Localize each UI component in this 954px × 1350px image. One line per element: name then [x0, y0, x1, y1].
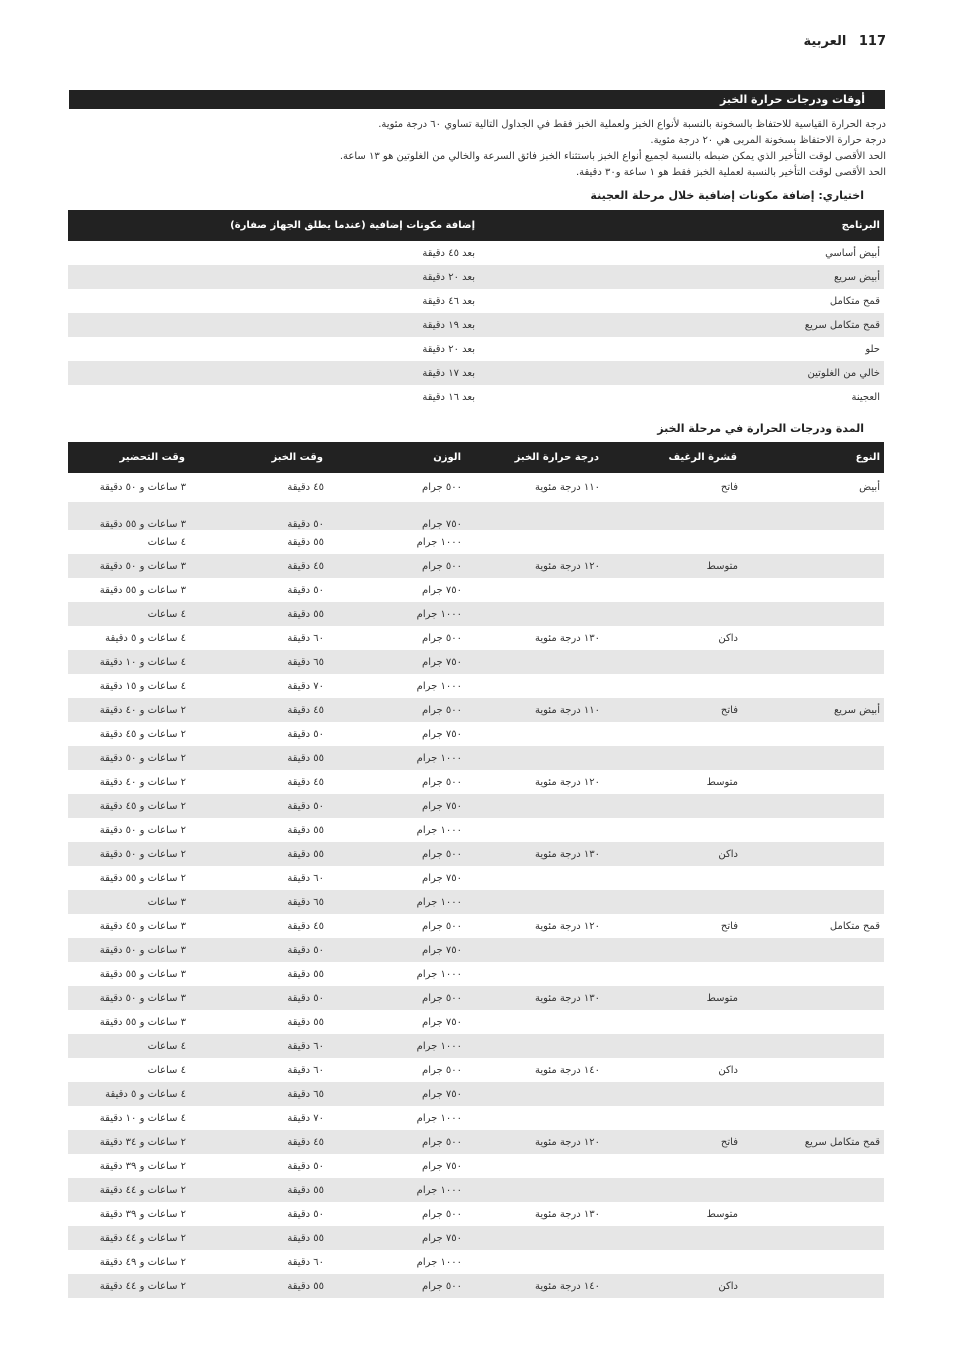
- cell-type: [738, 1226, 884, 1250]
- cell-additions: بعد ٢٠ دقيقة: [422, 343, 475, 355]
- cell-prep-time: ٤ ساعات: [68, 602, 186, 626]
- cell-baking-time: ٤٥ دقيقة: [287, 482, 324, 493]
- cell-prep-time: ٢ ساعات و ٥٥ دقيقة: [99, 872, 186, 884]
- cell-temperature: ١٤٠ درجة مئوية: [535, 1064, 600, 1076]
- table-header-row: [68, 442, 884, 473]
- cell-weight: ١٠٠٠ جرام: [324, 1034, 462, 1058]
- cell-baking-time: ٦٠ دقيقة: [287, 632, 324, 644]
- cell-prep-time: ٢ ساعات و ٤٤ دقيقة: [68, 1178, 186, 1202]
- table-row: [68, 1274, 884, 1298]
- cell-prep-time: ٢ ساعات و ٣٩ دقيقة: [99, 1160, 186, 1172]
- cell-type: [738, 1106, 884, 1130]
- cell-crust: [600, 938, 738, 962]
- cell-weight: ٧٥٠ جرام: [422, 872, 462, 884]
- cell-weight: ١٠٠٠ جرام: [416, 968, 462, 980]
- cell-type: [738, 1034, 884, 1058]
- cell-prep-time: ٣ ساعات و ٥٠ دقيقة: [99, 482, 186, 493]
- cell-temperature: [462, 1178, 600, 1202]
- column-header-crust: قشرة الرغيف: [600, 442, 738, 473]
- cell-temperature: ١١٠ درجة مئوية: [462, 698, 600, 722]
- table-row: [68, 1130, 884, 1154]
- cell-crust: [600, 866, 738, 890]
- cell-weight: ٥٠٠ جرام: [422, 776, 462, 788]
- cell-prep-time: ٤ ساعات و ١٠ دقيقة: [99, 1112, 186, 1124]
- cell-prep-time: ٢ ساعات و ٥٠ دقيقة: [68, 842, 186, 866]
- cell-type: [738, 650, 884, 674]
- cell-prep-time: ٢ ساعات و ٤٥ دقيقة: [68, 794, 186, 818]
- cell-crust: متوسط: [600, 986, 738, 1010]
- cell-prep-time: ٤ ساعات و ٥ دقيقة: [105, 632, 186, 644]
- cell-baking-time: ٥٥ دقيقة: [186, 602, 324, 626]
- cell-prep-time: ٤ ساعات و ١٠ دقيقة: [68, 650, 186, 674]
- cell-crust: [600, 602, 738, 626]
- cell-crust: [600, 1106, 738, 1130]
- cell-temperature: ١٢٠ درجة مئوية: [535, 920, 600, 932]
- table-row: [68, 1010, 884, 1034]
- table-row: [68, 554, 884, 578]
- cell-weight: ١٠٠٠ جرام: [324, 890, 462, 914]
- table-row: [68, 313, 884, 337]
- cell-temperature: [462, 794, 600, 818]
- cell-prep-time: ٢ ساعات و ٤٥ دقيقة: [99, 728, 186, 740]
- cell-type: [738, 986, 884, 1010]
- cell-prep-time: ٢ ساعات و ٥٠ دقيقة: [99, 824, 186, 836]
- cell-temperature: [462, 962, 600, 986]
- cell-weight: ٥٠٠ جرام: [324, 698, 462, 722]
- cell-temperature: ١٣٠ درجة مئوية: [462, 842, 600, 866]
- cell-baking-time: ٦٠ دقيقة: [287, 1064, 324, 1076]
- cell-type: [738, 842, 884, 866]
- cell-type: [738, 602, 884, 626]
- cell-additions: بعد ١٦ دقيقة: [422, 391, 475, 403]
- cell-temperature: [462, 1154, 600, 1178]
- cell-type: [738, 502, 884, 530]
- table-row: [68, 938, 884, 962]
- table-row: [68, 626, 884, 650]
- cell-crust: [600, 1034, 738, 1058]
- cell-type: [738, 578, 884, 602]
- cell-weight: ١٠٠٠ جرام: [416, 1112, 462, 1124]
- table-row: [68, 650, 884, 674]
- cell-temperature: [462, 1250, 600, 1274]
- column-header-additions: إضافة مكونات إضافية (عندما يطلق الجهاز صفارة): [68, 210, 475, 241]
- table-row: [68, 722, 884, 746]
- table-row: [68, 265, 884, 289]
- cell-weight: ٥٠٠ جرام: [422, 920, 462, 932]
- table-row: [68, 1034, 884, 1058]
- cell-additions: بعد ٤٦ دقيقة: [422, 295, 475, 307]
- column-header-temperature: درجة حرارة الخبز: [462, 442, 600, 473]
- column-header-type: النوع: [738, 442, 884, 473]
- cell-type: [738, 1202, 884, 1226]
- cell-baking-time: ٦٥ دقيقة: [186, 650, 324, 674]
- cell-prep-time: ٢ ساعات و ٤٤ دقيقة: [68, 1226, 186, 1250]
- cell-type: [738, 674, 884, 698]
- cell-crust: [600, 1082, 738, 1106]
- cell-additions: بعد ٢٠ دقيقة: [68, 265, 475, 289]
- cell-temperature: [462, 650, 600, 674]
- cell-weight: ٧٥٠ جرام: [422, 1160, 462, 1172]
- cell-weight: ٧٥٠ جرام: [324, 1226, 462, 1250]
- cell-program: العجينة: [851, 391, 880, 403]
- cell-prep-time: ٣ ساعات و ٥٠ دقيقة: [68, 938, 186, 962]
- cell-prep-time: ٤ ساعات و ١٥ دقيقة: [99, 680, 186, 692]
- cell-crust: [600, 1226, 738, 1250]
- cell-type: [738, 554, 884, 578]
- table-row: [68, 770, 884, 794]
- cell-crust: فاتح: [600, 1130, 738, 1154]
- cell-baking-time: ٥٠ دقيقة: [287, 1208, 324, 1220]
- table-row: [68, 818, 884, 842]
- cell-weight: ٧٥٠ جرام: [324, 1082, 462, 1106]
- column-header-weight: الوزن: [324, 442, 462, 473]
- cell-weight: ٥٠٠ جرام: [324, 986, 462, 1010]
- cell-weight: ٧٥٠ جرام: [324, 938, 462, 962]
- table-row: [68, 1250, 884, 1274]
- cell-weight: ١٠٠٠ جرام: [416, 680, 462, 692]
- table-row: [68, 578, 884, 602]
- cell-additions: بعد ٤٥ دقيقة: [422, 247, 475, 259]
- cell-weight: ٥٠٠ جرام: [422, 1208, 462, 1220]
- cell-baking-time: ٦٠ دقيقة: [186, 1034, 324, 1058]
- cell-temperature: [462, 1106, 600, 1130]
- cell-type: [738, 1058, 884, 1082]
- table-row: [68, 602, 884, 626]
- cell-temperature: [462, 722, 600, 746]
- cell-temperature: [462, 746, 600, 770]
- table-header-row: [68, 210, 884, 241]
- table-row: [68, 1058, 884, 1082]
- table-row: [68, 890, 884, 914]
- cell-baking-time: ٤٥ دقيقة: [287, 920, 324, 932]
- cell-weight: ٧٥٠ جرام: [422, 1016, 462, 1028]
- cell-crust: [600, 794, 738, 818]
- cell-crust: متوسط: [706, 1208, 738, 1220]
- cell-baking-time: ٥٠ دقيقة: [287, 1160, 324, 1172]
- cell-baking-time: ٥٥ دقيقة: [186, 746, 324, 770]
- cell-temperature: [462, 578, 600, 602]
- cell-baking-time: ٥٥ دقيقة: [287, 824, 324, 836]
- cell-baking-time: ٤٥ دقيقة: [186, 1130, 324, 1154]
- cell-prep-time: ٢ ساعات و ٣٩ دقيقة: [99, 1208, 186, 1220]
- cell-type: [738, 818, 884, 842]
- cell-prep-time: ٣ ساعات: [68, 890, 186, 914]
- cell-prep-time: ٢ ساعات و ٥٠ دقيقة: [68, 746, 186, 770]
- cell-temperature: ١١٠ درجة مئوية: [535, 482, 600, 493]
- cell-crust: [600, 1250, 738, 1274]
- cell-type: قمح متكامل: [829, 920, 880, 932]
- cell-temperature: [462, 938, 600, 962]
- cell-baking-time: ٤٥ دقيقة: [287, 776, 324, 788]
- cell-crust: [600, 674, 738, 698]
- cell-baking-time: ٦٥ دقيقة: [186, 890, 324, 914]
- cell-type: [738, 770, 884, 794]
- table-row: [68, 1202, 884, 1226]
- cell-crust: [600, 530, 738, 554]
- cell-baking-time: ٥٥ دقيقة: [287, 1016, 324, 1028]
- cell-program: أبيض أساسي: [825, 247, 880, 259]
- intro-line: درجة حرارة الاحتفاظ بسخونة المربى هي ٢٠ درجة مئوية.: [650, 135, 886, 146]
- cell-baking-time: ٦٠ دقيقة: [287, 872, 324, 884]
- cell-program: قمح متكامل سريع: [475, 313, 884, 337]
- table-row: [68, 361, 884, 385]
- cell-crust: داكن: [718, 632, 738, 644]
- cell-crust: داكن: [600, 842, 738, 866]
- cell-crust: [600, 502, 738, 530]
- cell-type: [738, 1010, 884, 1034]
- cell-type: أبيض: [859, 482, 880, 493]
- cell-weight: ١٠٠٠ جرام: [324, 602, 462, 626]
- cell-type: [738, 530, 884, 554]
- cell-weight: ٥٠٠ جرام: [324, 842, 462, 866]
- cell-prep-time: ٢ ساعات و ٤٠ دقيقة: [68, 698, 186, 722]
- table-row: [68, 241, 884, 265]
- column-header-program: البرنامج: [475, 210, 884, 241]
- cell-temperature: [462, 866, 600, 890]
- cell-temperature: [462, 674, 600, 698]
- cell-crust: داكن: [600, 1274, 738, 1298]
- cell-baking-time: ٤٥ دقيقة: [186, 698, 324, 722]
- cell-prep-time: ٢ ساعات و ٤٩ دقيقة: [99, 1256, 186, 1268]
- cell-prep-time: ٣ ساعات و ٥٥ دقيقة: [99, 584, 186, 596]
- cell-program: حلو: [865, 343, 880, 355]
- cell-prep-time: ٤ ساعات: [147, 1064, 186, 1076]
- cell-type: قمح متكامل سريع: [738, 1130, 884, 1154]
- cell-crust: داكن: [718, 1064, 738, 1076]
- cell-type: [738, 794, 884, 818]
- cell-temperature: ١٢٠ درجة مئوية: [535, 776, 600, 788]
- table-row: [68, 962, 884, 986]
- cell-additions: بعد ١٧ دقيقة: [68, 361, 475, 385]
- table-row: [68, 502, 884, 530]
- cell-baking-time: ٥٠ دقيقة: [287, 728, 324, 740]
- cell-baking-time: ٥٥ دقيقة: [186, 1274, 324, 1298]
- intro-line: درجة الحرارة القياسية للاحتفاظ بالسخونة بالنسبة لأنواع الخبز ولعملية الخبز فقط في الجداول التالية تساوي ٦٠ درجة مئوية.: [378, 119, 886, 130]
- cell-crust: [600, 746, 738, 770]
- cell-program: قمح متكامل: [829, 295, 880, 307]
- cell-weight: ٥٠٠ جرام: [422, 632, 462, 644]
- cell-baking-time: ٥٠ دقيقة: [287, 584, 324, 596]
- cell-baking-time: ٥٠ دقيقة: [186, 502, 324, 530]
- cell-temperature: [462, 502, 600, 530]
- cell-program: خالي من الغلوتين: [475, 361, 884, 385]
- cell-prep-time: ٣ ساعات و ٥٥ دقيقة: [99, 968, 186, 980]
- column-header-prep-time: وقت التحضير: [68, 442, 186, 473]
- cell-type: [738, 626, 884, 650]
- cell-prep-time: ٢ ساعات و ٣٤ دقيقة: [68, 1130, 186, 1154]
- cell-temperature: [462, 1034, 600, 1058]
- cell-baking-time: ٥٥ دقيقة: [186, 1226, 324, 1250]
- table-row: [68, 1106, 884, 1130]
- cell-baking-time: ٥٠ دقيقة: [186, 794, 324, 818]
- cell-baking-time: ٥٥ دقيقة: [287, 536, 324, 548]
- cell-type: [738, 1274, 884, 1298]
- cell-type: [738, 890, 884, 914]
- cell-baking-time: ٧٠ دقيقة: [287, 680, 324, 692]
- cell-weight: ١٠٠٠ جرام: [324, 746, 462, 770]
- cell-crust: [600, 962, 738, 986]
- cell-weight: ١٠٠٠ جرام: [416, 1256, 462, 1268]
- cell-crust: [600, 578, 738, 602]
- cell-weight: ٥٠٠ جرام: [422, 1064, 462, 1076]
- cell-additions: بعد ١٩ دقيقة: [68, 313, 475, 337]
- cell-crust: فاتح: [720, 482, 738, 493]
- cell-temperature: ١٣٠ درجة مئوية: [535, 632, 600, 644]
- table-row: [68, 1178, 884, 1202]
- cell-temperature: [462, 1010, 600, 1034]
- table-row: [68, 289, 884, 313]
- cell-weight: ٥٠٠ جرام: [324, 1274, 462, 1298]
- table-row: [68, 674, 884, 698]
- cell-type: [738, 1082, 884, 1106]
- cell-temperature: [462, 890, 600, 914]
- cell-crust: متوسط: [706, 776, 738, 788]
- cell-type: [738, 746, 884, 770]
- cell-temperature: [462, 530, 600, 554]
- cell-baking-time: ٤٥ دقيقة: [186, 554, 324, 578]
- cell-type: [738, 1178, 884, 1202]
- table-row: [68, 842, 884, 866]
- cell-baking-time: ٥٥ دقيقة: [186, 842, 324, 866]
- table-row: [68, 986, 884, 1010]
- table-row: [68, 1226, 884, 1250]
- page-number: 117: [858, 34, 886, 49]
- table-row: [68, 746, 884, 770]
- cell-weight: ٧٥٠ جرام: [422, 728, 462, 740]
- cell-weight: ٥٠٠ جرام: [324, 1130, 462, 1154]
- cell-prep-time: ٢ ساعات و ٤٠ دقيقة: [99, 776, 186, 788]
- cell-crust: [600, 890, 738, 914]
- table-row: [68, 698, 884, 722]
- cell-type: [738, 1154, 884, 1178]
- cell-baking-time: ٥٠ دقيقة: [186, 938, 324, 962]
- table-row: [68, 1082, 884, 1106]
- cell-temperature: ١٣٠ درجة مئوية: [462, 986, 600, 1010]
- cell-prep-time: ٢ ساعات و ٤٤ دقيقة: [68, 1274, 186, 1298]
- cell-prep-time: ٣ ساعات و ٥٥ دقيقة: [99, 1016, 186, 1028]
- intro-line: الحد الأقصى لوقت التأخير الذي يمكن ضبطه بالنسبة لجميع أنواع الخبز باستثناء الخبز فائق السرعة والخالي من الغلوتين هو ١٣ ساعة.: [339, 151, 886, 162]
- intro-notes: [126, 117, 886, 181]
- cell-weight: ١٠٠٠ جرام: [416, 824, 462, 836]
- cell-temperature: ١٢٠ درجة مئوية: [462, 1130, 600, 1154]
- cell-crust: [600, 1178, 738, 1202]
- cell-baking-time: ٧٠ دقيقة: [287, 1112, 324, 1124]
- cell-temperature: ١٤٠ درجة مئوية: [462, 1274, 600, 1298]
- cell-type: [738, 722, 884, 746]
- cell-crust: فاتح: [600, 698, 738, 722]
- cell-weight: ١٠٠٠ جرام: [324, 1178, 462, 1202]
- cell-baking-time: ٥٥ دقيقة: [287, 968, 324, 980]
- table-row: [68, 914, 884, 938]
- cell-type: أبيض سريع: [738, 698, 884, 722]
- cell-weight: ٥٠٠ جرام: [422, 482, 462, 493]
- table-row: [68, 530, 884, 554]
- cell-program: أبيض سريع: [475, 265, 884, 289]
- cell-temperature: [462, 1226, 600, 1250]
- cell-prep-time: ٣ ساعات و ٥٠ دقيقة: [68, 986, 186, 1010]
- intro-line: الحد الأقصى لوقت التأخير بالنسبة لعملية الخبز فقط هو ١ ساعة و٣٠ دقيقة.: [575, 167, 886, 178]
- table-row: [68, 866, 884, 890]
- cell-prep-time: ٤ ساعات و ٥ دقيقة: [68, 1082, 186, 1106]
- cell-temperature: [462, 818, 600, 842]
- cell-weight: ٧٥٠ جرام: [324, 650, 462, 674]
- page-language: العربية: [803, 34, 847, 49]
- table-row: [68, 385, 884, 409]
- cell-baking-time: ٥٠ دقيقة: [186, 986, 324, 1010]
- cell-crust: فاتح: [720, 920, 738, 932]
- cell-temperature: ١٣٠ درجة مئوية: [535, 1208, 600, 1220]
- cell-weight: ١٠٠٠ جرام: [416, 536, 462, 548]
- table-row: [68, 1154, 884, 1178]
- ingredients-table: [68, 210, 884, 409]
- cell-baking-time: ٦٠ دقيقة: [287, 1256, 324, 1268]
- cell-type: [738, 962, 884, 986]
- column-header-baking-time: وقت الخبز: [186, 442, 324, 473]
- page-header: [68, 34, 886, 49]
- cell-crust: [600, 650, 738, 674]
- table-row: [68, 794, 884, 818]
- cell-temperature: ١٢٠ درجة مئوية: [462, 554, 600, 578]
- cell-prep-time: ٤ ساعات: [147, 536, 186, 548]
- ingredients-heading: اختياري: إضافة مكونات إضافية خلال مرحلة العجينة: [590, 189, 864, 202]
- cell-weight: ٧٥٠ جرام: [422, 584, 462, 596]
- table-row: [68, 337, 884, 361]
- cell-crust: [600, 1154, 738, 1178]
- cell-prep-time: ٣ ساعات و ٥٥ دقيقة: [68, 502, 186, 530]
- cell-crust: [600, 722, 738, 746]
- cell-prep-time: ٤ ساعات: [68, 1034, 186, 1058]
- cell-type: [738, 1250, 884, 1274]
- cell-type: [738, 866, 884, 890]
- table-row: [68, 473, 884, 502]
- cell-weight: ٥٠٠ جرام: [324, 554, 462, 578]
- cell-weight: ٧٥٠ جرام: [324, 502, 462, 530]
- cell-baking-time: ٥٥ دقيقة: [186, 1178, 324, 1202]
- cell-crust: [600, 1010, 738, 1034]
- cell-baking-time: ٦٥ دقيقة: [186, 1082, 324, 1106]
- section-title: أوقات ودرجات حرارة الخبز: [69, 90, 885, 109]
- cell-prep-time: ٣ ساعات و ٥٠ دقيقة: [68, 554, 186, 578]
- cell-prep-time: ٣ ساعات و ٤٥ دقيقة: [99, 920, 186, 932]
- cell-temperature: [462, 602, 600, 626]
- cell-temperature: [462, 1082, 600, 1106]
- cell-crust: متوسط: [600, 554, 738, 578]
- cell-weight: ٧٥٠ جرام: [324, 794, 462, 818]
- baking-heading: المدة ودرجات الحرارة في مرحلة الخبز: [657, 422, 864, 435]
- baking-table: [68, 442, 884, 1298]
- cell-crust: [600, 818, 738, 842]
- cell-type: [738, 938, 884, 962]
